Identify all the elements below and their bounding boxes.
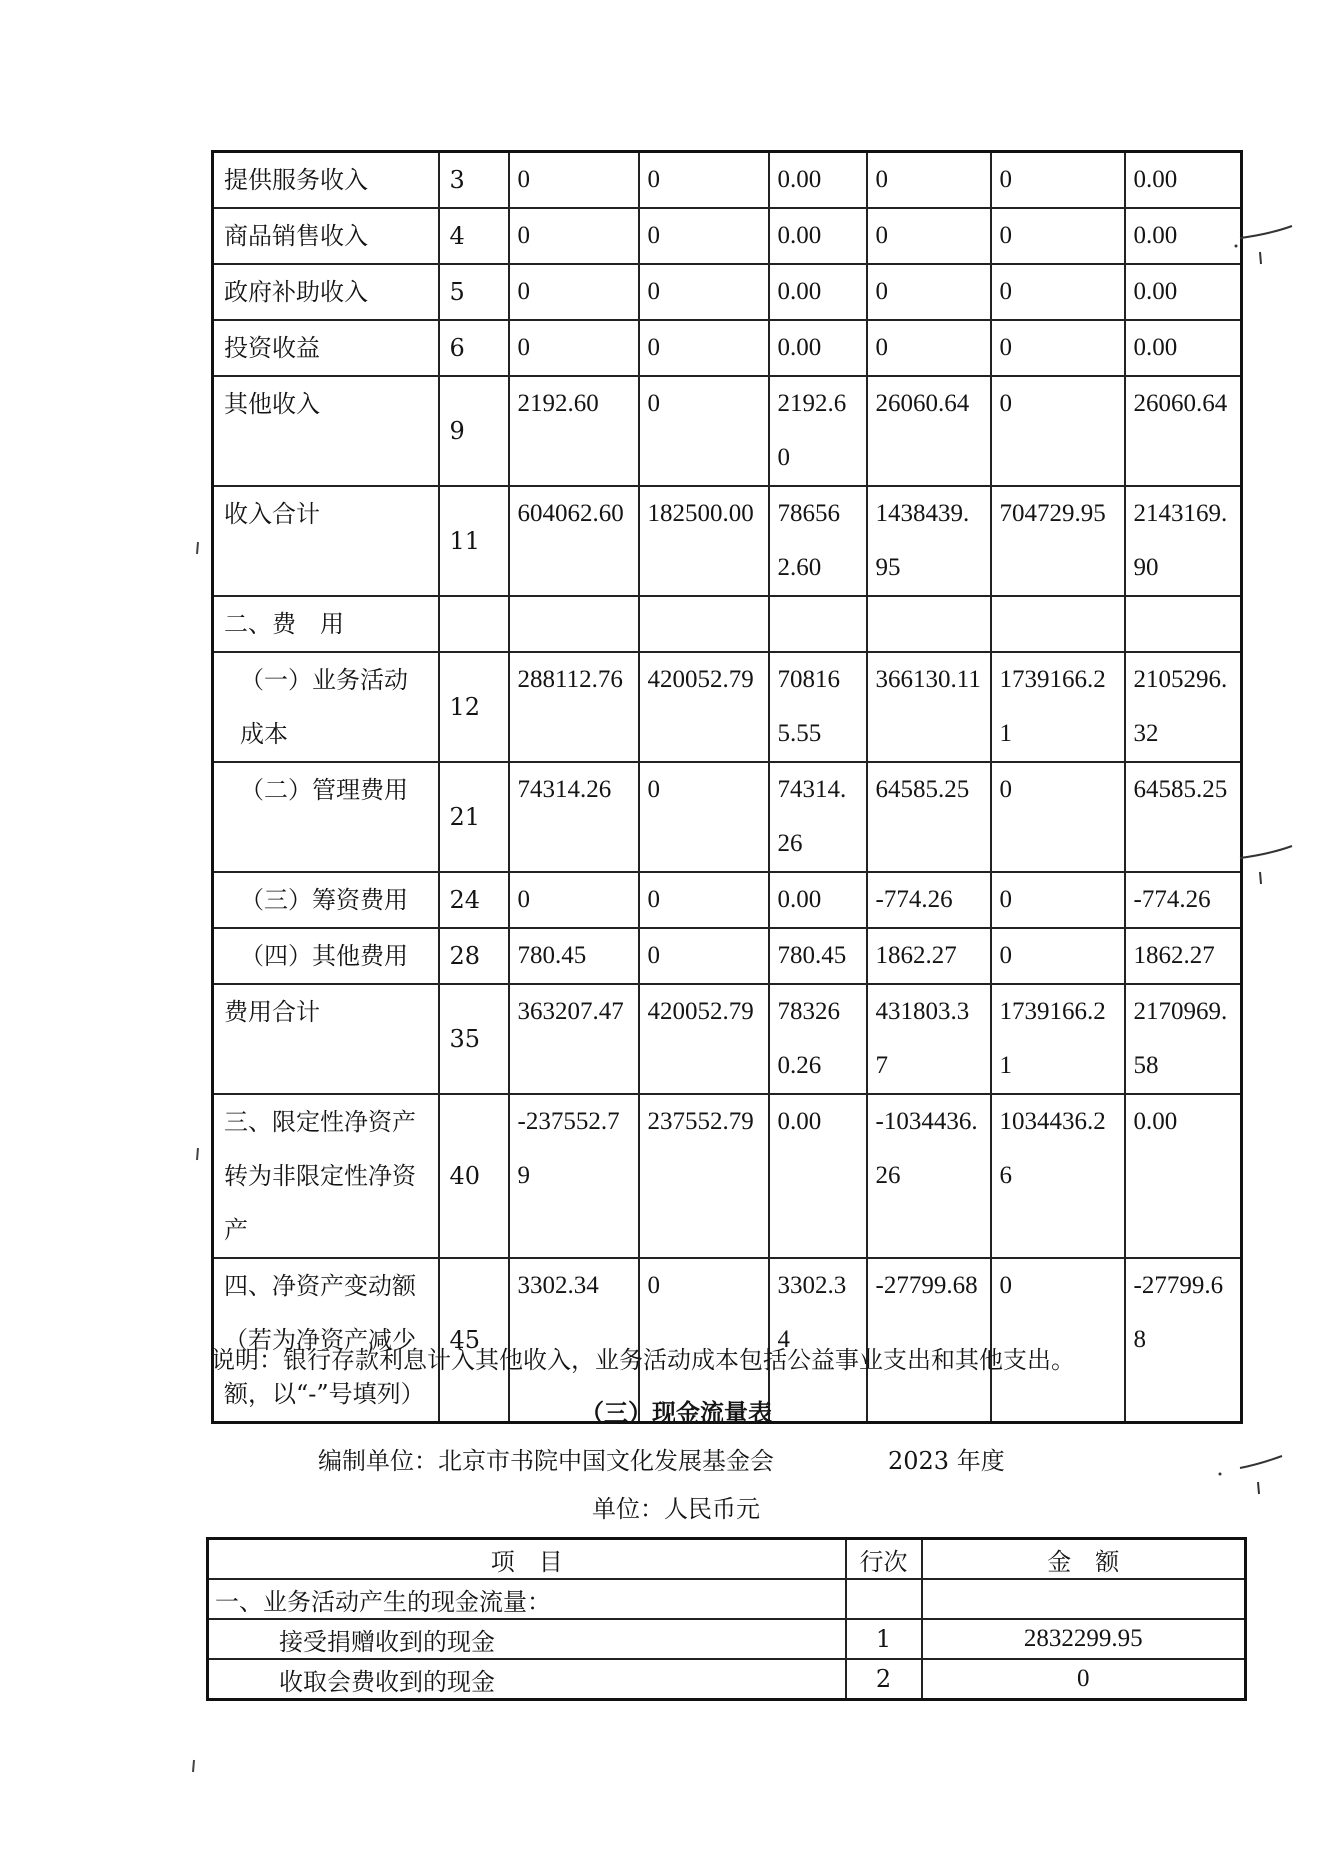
cell-value: 26060.64 [867, 376, 991, 486]
row-label: 提供服务收入 [213, 152, 439, 209]
cell-value: 237552.79 [639, 1094, 769, 1258]
cell-value [867, 596, 991, 652]
table-note: 说明：银行存款利息计入其他收入，业务活动成本包括公益事业支出和其他支出。 [211, 1346, 1075, 1374]
cell-value: 783260.26 [769, 984, 867, 1094]
line-number: 1 [846, 1619, 922, 1659]
cell-value: 366130.11 [867, 652, 991, 762]
cell-value: 0 [639, 208, 769, 264]
cell-value: 0 [509, 152, 639, 209]
table-row [208, 1619, 1246, 1659]
row-label: （三）筹资费用 [213, 872, 439, 928]
cell-value: 0 [867, 152, 991, 209]
table-row [213, 320, 1242, 376]
cell-value: 64585.25 [1125, 762, 1242, 872]
cell-value: 0 [639, 928, 769, 984]
header-line: 行次 [846, 1539, 922, 1580]
cell-value: 74314.26 [769, 762, 867, 872]
cell-value: 1034436.26 [991, 1094, 1125, 1258]
cell-value: 0 [639, 762, 769, 872]
line-number: 9 [439, 376, 509, 486]
cell-value: 708165.55 [769, 652, 867, 762]
cell-value: 431803.37 [867, 984, 991, 1094]
cell-value: -774.26 [867, 872, 991, 928]
activity-table [211, 150, 1243, 1424]
line-number: 45 [439, 1258, 509, 1423]
cell-value: 0 [991, 872, 1125, 928]
row-label: 四、净资产变动额（若为净资产减少额，以“-”号填列） [213, 1258, 439, 1423]
cashflow-title: （三）现金流量表 [580, 1398, 772, 1427]
binding-mark-icon [1230, 220, 1300, 270]
cell-value: 0 [991, 376, 1125, 486]
cell-value: 0 [867, 320, 991, 376]
row-label: 三、限定性净资产转为非限定性净资产 [213, 1094, 439, 1258]
table-row [213, 486, 1242, 596]
cell-value: 0 [509, 872, 639, 928]
cell-value: 0.00 [769, 320, 867, 376]
line-number: 35 [439, 984, 509, 1094]
cell-value: 2192.60 [769, 376, 867, 486]
cell-value: 0 [639, 872, 769, 928]
line-number: 24 [439, 872, 509, 928]
row-label: 一、业务活动产生的现金流量： [208, 1579, 846, 1619]
cell-value: 0 [509, 320, 639, 376]
fiscal-year: 2023 年度 [888, 1447, 1005, 1475]
cell-value: 0.00 [1125, 264, 1242, 320]
amount-value: 2832299.95 [922, 1619, 1246, 1659]
table-row [213, 596, 1242, 652]
row-label: 投资收益 [213, 320, 439, 376]
cell-value: 0 [991, 208, 1125, 264]
cell-value: 420052.79 [639, 652, 769, 762]
cell-value: 0.00 [1125, 320, 1242, 376]
cell-value [991, 596, 1125, 652]
cell-value: -27799.68 [1125, 1258, 1242, 1423]
cell-value: 3302.34 [769, 1258, 867, 1423]
row-label: 费用合计 [213, 984, 439, 1094]
line-number [439, 596, 509, 652]
cell-value: 26060.64 [1125, 376, 1242, 486]
cell-value: 780.45 [509, 928, 639, 984]
cell-value: 0 [867, 208, 991, 264]
line-number: 12 [439, 652, 509, 762]
cell-value: 0 [991, 762, 1125, 872]
table-header-row [208, 1539, 1246, 1580]
cell-value: 0 [867, 264, 991, 320]
table-row [213, 762, 1242, 872]
line-number: 11 [439, 486, 509, 596]
row-label: 收取会费收到的现金 [208, 1659, 846, 1700]
cell-value: 0 [639, 376, 769, 486]
line-number: 6 [439, 320, 509, 376]
cell-value: 0.00 [1125, 152, 1242, 209]
header-item: 项 目 [208, 1539, 846, 1580]
cell-value: 288112.76 [509, 652, 639, 762]
cell-value: -1034436.26 [867, 1094, 991, 1258]
table-row [213, 152, 1242, 209]
table-row [213, 264, 1242, 320]
binding-mark-icon [1210, 1450, 1290, 1500]
cell-value: -237552.79 [509, 1094, 639, 1258]
table-row [213, 208, 1242, 264]
cell-value: -774.26 [1125, 872, 1242, 928]
line-number: 2 [846, 1659, 922, 1700]
currency-unit: 单位：人民币元 [592, 1495, 760, 1523]
cell-value: 0 [639, 264, 769, 320]
tick-mark-icon [194, 540, 202, 556]
line-number: 21 [439, 762, 509, 872]
line-number: 40 [439, 1094, 509, 1258]
line-number: 4 [439, 208, 509, 264]
amount-value [922, 1579, 1246, 1619]
cell-value: 0 [991, 320, 1125, 376]
binding-mark-icon [1230, 840, 1300, 890]
row-label: 其他收入 [213, 376, 439, 486]
cell-value: 0.00 [769, 152, 867, 209]
cell-value [639, 596, 769, 652]
line-number [846, 1579, 922, 1619]
cell-value: 0 [991, 264, 1125, 320]
cell-value: 0 [509, 208, 639, 264]
cell-value: 1739166.21 [991, 652, 1125, 762]
table-row [208, 1659, 1246, 1700]
row-label: （一）业务活动成本 [213, 652, 439, 762]
table-row [208, 1579, 1246, 1619]
preparing-entity: 编制单位：北京市书院中国文化发展基金会 [318, 1447, 774, 1475]
cell-value: 2143169.90 [1125, 486, 1242, 596]
line-number: 28 [439, 928, 509, 984]
cell-value: -27799.68 [867, 1258, 991, 1423]
tick-mark-icon [190, 1758, 198, 1774]
table-row [213, 872, 1242, 928]
cell-value [769, 596, 867, 652]
cell-value: 0 [991, 1258, 1125, 1423]
table-row [213, 984, 1242, 1094]
cell-value: 0.00 [769, 208, 867, 264]
cell-value [1125, 596, 1242, 652]
cell-value: 2105296.32 [1125, 652, 1242, 762]
cell-value: 704729.95 [991, 486, 1125, 596]
cell-value: 0.00 [769, 872, 867, 928]
tick-mark-icon [194, 1146, 202, 1162]
cell-value: 780.45 [769, 928, 867, 984]
cell-value: 1862.27 [1125, 928, 1242, 984]
cell-value: 0 [639, 1258, 769, 1423]
row-label: 商品销售收入 [213, 208, 439, 264]
cell-value: 2192.60 [509, 376, 639, 486]
table-row [213, 928, 1242, 984]
row-label: （二）管理费用 [213, 762, 439, 872]
cell-value: 420052.79 [639, 984, 769, 1094]
cell-value: 1862.27 [867, 928, 991, 984]
cell-value [509, 596, 639, 652]
table-row [213, 652, 1242, 762]
cell-value: 2170969.58 [1125, 984, 1242, 1094]
cell-value: 0.00 [769, 1094, 867, 1258]
line-number: 5 [439, 264, 509, 320]
row-label: 收入合计 [213, 486, 439, 596]
cell-value: 0 [509, 264, 639, 320]
cell-value: 74314.26 [509, 762, 639, 872]
cell-value: 363207.47 [509, 984, 639, 1094]
cell-value: 0 [991, 928, 1125, 984]
row-label: 接受捐赠收到的现金 [208, 1619, 846, 1659]
amount-value: 0 [922, 1659, 1246, 1700]
line-number: 3 [439, 152, 509, 209]
cell-value: 3302.34 [509, 1258, 639, 1423]
header-amount: 金 额 [922, 1539, 1246, 1580]
cell-value: 0 [639, 152, 769, 209]
cell-value: 0.00 [1125, 1094, 1242, 1258]
cell-value: 1438439.95 [867, 486, 991, 596]
cashflow-table [206, 1537, 1247, 1701]
table-row [213, 1094, 1242, 1258]
row-label: 二、费 用 [213, 596, 439, 652]
cell-value: 0 [639, 320, 769, 376]
cell-value: 182500.00 [639, 486, 769, 596]
row-label: （四）其他费用 [213, 928, 439, 984]
cell-value: 604062.60 [509, 486, 639, 596]
cell-value: 1739166.21 [991, 984, 1125, 1094]
cell-value: 0.00 [769, 264, 867, 320]
cell-value: 786562.60 [769, 486, 867, 596]
row-label: 政府补助收入 [213, 264, 439, 320]
table-row [213, 376, 1242, 486]
cell-value: 0 [991, 152, 1125, 209]
cell-value: 0.00 [1125, 208, 1242, 264]
cell-value: 64585.25 [867, 762, 991, 872]
